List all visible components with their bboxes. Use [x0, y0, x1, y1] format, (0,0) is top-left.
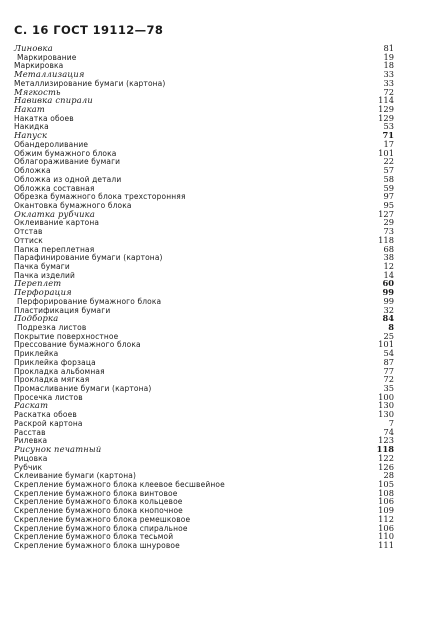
- index-page-number: 77: [383, 365, 394, 376]
- index-entry: [14, 271, 394, 280]
- index-entry: [14, 227, 394, 236]
- index-page-number: 58: [383, 173, 394, 184]
- index-page-number: 14: [383, 269, 394, 280]
- index-page-number: 110: [378, 531, 394, 542]
- index-term: Перфорация: [14, 287, 72, 298]
- index-term: Накат: [14, 104, 45, 115]
- index-page-number: 111: [378, 539, 394, 550]
- index-term: Скрепление бумажного блока ремешковое: [14, 513, 191, 524]
- index-page-number: 8: [388, 322, 394, 332]
- index-term: Облагораживание бумаги: [14, 156, 121, 167]
- index-page-number: 84: [382, 313, 394, 324]
- index-term: Перфорирование бумажного блока: [17, 295, 162, 306]
- index-term: Обложка составная: [14, 182, 95, 193]
- index-term: Линовка: [14, 43, 53, 53]
- index-entry: [14, 454, 394, 463]
- index-page-number: 12: [383, 260, 394, 271]
- index-entry: [14, 96, 394, 105]
- index-page-number: 35: [383, 383, 394, 394]
- index-term: Обандероливание: [14, 138, 89, 149]
- index-page-number: 60: [382, 278, 394, 289]
- index-page-number: 18: [383, 60, 394, 71]
- index-page-number: 130: [378, 409, 394, 420]
- index-page-number: 122: [378, 452, 394, 463]
- index-term: Пачка изделий: [14, 269, 76, 280]
- index-term: Обрезка бумажного блока трехсторонняя: [14, 191, 186, 202]
- index-page-number: 71: [382, 130, 394, 141]
- index-term: Пачка бумаги: [14, 260, 70, 271]
- index-entry: [14, 253, 394, 262]
- index-page-number: 106: [378, 522, 394, 533]
- index-term: Раскат: [14, 400, 49, 411]
- index-term: Раскатка обоев: [14, 409, 77, 420]
- index-entry: [14, 428, 394, 437]
- index-page-number: 68: [383, 243, 394, 254]
- index-term: Отстав: [14, 226, 43, 237]
- index-entry: [14, 419, 394, 428]
- index-page-number: 57: [383, 165, 394, 176]
- index-entry: [14, 114, 394, 123]
- index-page-number: 81: [383, 43, 394, 53]
- index-term: Пластификация бумаги: [14, 304, 111, 315]
- index-term: Прокладка мягкая: [14, 374, 90, 385]
- index-term: Прессование бумажного блока: [14, 339, 141, 350]
- index-page-number: 118: [376, 444, 394, 455]
- index-term: Склеивание бумаги (картона): [14, 470, 137, 481]
- index-page-number: 127: [378, 208, 394, 219]
- index-page-number: 59: [383, 182, 394, 193]
- index-term: Прокладка альбомная: [14, 365, 105, 376]
- index-page-number: 106: [378, 496, 394, 507]
- page-header: С. 16 ГОСТ 19112—78: [14, 23, 164, 37]
- index-term: Переплет: [14, 278, 62, 289]
- index-page-number: 32: [383, 304, 394, 315]
- index-term: Навивка спирали: [14, 95, 93, 106]
- index-term: Папка переплетная: [14, 243, 95, 254]
- index-entry: [14, 445, 394, 454]
- index-term: Накатка обоев: [14, 112, 74, 123]
- index-term: Скрепление бумажного блока тесьмой: [14, 531, 174, 542]
- index-entry: [14, 122, 394, 131]
- index-term: Мягкость: [14, 86, 61, 97]
- index-term: Окантовка бумажного блока: [14, 199, 132, 210]
- index-term: Обложка: [14, 165, 51, 176]
- index-term: Рицовка: [14, 452, 48, 463]
- index-page-number: 54: [383, 348, 394, 359]
- index-page-number: 130: [378, 400, 394, 411]
- index-page-number: 38: [383, 252, 394, 263]
- index-page-number: 118: [378, 234, 394, 245]
- index-page-number: 99: [383, 295, 394, 306]
- index-entry: [14, 340, 394, 349]
- index-page-number: 109: [378, 505, 394, 516]
- index-page-number: 114: [378, 95, 394, 106]
- index-page-number: 97: [383, 191, 394, 202]
- index-term: Скрепление бумажного блока винтовое: [14, 487, 178, 498]
- index-page-number: 112: [378, 513, 394, 524]
- index-term: Оклеивание картона: [14, 217, 100, 228]
- index-page-number: 53: [383, 121, 394, 132]
- index-term: Рубчик: [14, 461, 43, 472]
- term-index-list: [14, 44, 394, 550]
- index-page-number: 72: [383, 86, 394, 97]
- index-term: Подборка: [14, 313, 59, 324]
- index-page-number: 129: [378, 104, 394, 115]
- index-term: Рилевка: [14, 435, 48, 446]
- index-page-number: 87: [383, 356, 394, 367]
- index-term: Рисунок печатный: [14, 444, 102, 455]
- index-entry: [14, 79, 394, 88]
- index-page-number: 73: [383, 226, 394, 237]
- index-page-number: 99: [382, 287, 394, 298]
- index-term: Расстав: [14, 426, 46, 437]
- index-term: Обложка из одной детали: [14, 173, 122, 184]
- index-page-number: 28: [383, 470, 394, 481]
- index-term: Промасливание бумаги (картона): [14, 383, 152, 394]
- index-term: Приклейка форзаца: [14, 356, 96, 367]
- index-term: Скрепление бумажного блока кольцевое: [14, 496, 183, 507]
- index-entry: [14, 218, 394, 227]
- index-term: Напуск: [14, 130, 48, 141]
- index-term: Скрепление бумажного блока шнуровое: [14, 539, 180, 550]
- index-entry: [14, 157, 394, 166]
- index-page-number: 101: [378, 147, 394, 158]
- index-term: Подрезка листов: [17, 322, 87, 332]
- index-term: Раскрой картона: [14, 417, 83, 428]
- index-term: Накидка: [14, 121, 49, 132]
- index-term: Покрытие поверхностное: [14, 330, 119, 341]
- index-term: Просечка листов: [14, 391, 83, 402]
- index-page-number: 19: [383, 51, 394, 62]
- index-page-number: 22: [383, 156, 394, 167]
- index-term: Оттиск: [14, 234, 43, 245]
- index-term: Скрепление бумажного блока спиральное: [14, 522, 188, 533]
- index-page-number: 129: [378, 112, 394, 123]
- index-page-number: 72: [383, 374, 394, 385]
- index-page-number: 7: [388, 417, 394, 428]
- index-term: Парафинирование бумаги (картона): [14, 252, 163, 263]
- index-page-number: 95: [383, 199, 394, 210]
- index-page-number: 100: [378, 391, 394, 402]
- index-page-number: 29: [383, 217, 394, 228]
- index-page-number: 108: [378, 487, 394, 498]
- index-entry: [14, 53, 394, 62]
- index-entry: [14, 306, 394, 315]
- index-term: Обжим бумажного блока: [14, 147, 117, 158]
- index-term: Приклейка: [14, 348, 59, 359]
- index-page-number: 123: [378, 435, 394, 446]
- index-page-number: 101: [378, 339, 394, 350]
- index-entry: [14, 541, 394, 550]
- index-page-number: 126: [378, 461, 394, 472]
- index-entry: [14, 393, 394, 402]
- index-term: Металлизирование бумаги (картона): [14, 77, 166, 88]
- index-page-number: 74: [383, 426, 394, 437]
- index-term: Маркирование: [17, 51, 77, 62]
- index-term: Скрепление бумажного блока клеевое бесшвейное: [14, 478, 225, 489]
- index-page-number: 105: [378, 478, 394, 489]
- index-page-number: 33: [383, 77, 394, 88]
- index-page-number: 17: [383, 138, 394, 149]
- index-page-number: 25: [383, 330, 394, 341]
- index-term: Металлизация: [14, 69, 85, 80]
- index-page-number: 33: [383, 69, 394, 80]
- index-term: Оклатка рубчика: [14, 208, 95, 219]
- index-term: Скрепление бумажного блока кнопочное: [14, 505, 183, 516]
- index-term: Маркировка: [14, 60, 64, 71]
